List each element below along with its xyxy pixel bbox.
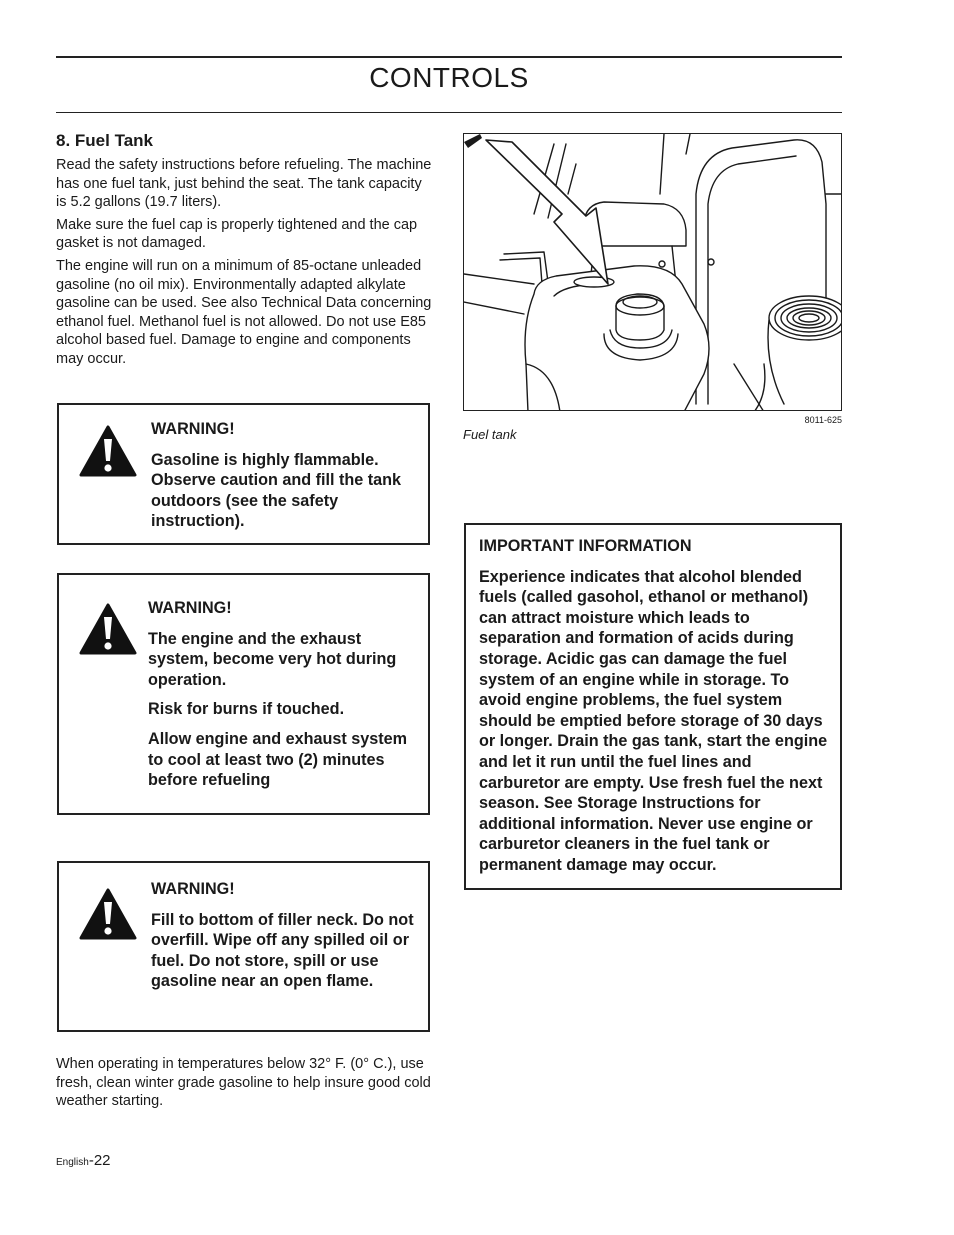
page-footer — [56, 1152, 111, 1169]
warning-label: WARNING! — [151, 880, 235, 898]
page-title: CONTROLS — [369, 62, 529, 93]
warning-box-overfill — [57, 861, 430, 1032]
paragraph-capacity: Read the safety instructions before refueling. The machine has one fuel tank, just behind the seat. The tank capacity is 5.2 gallons (19.7 liters). — [56, 157, 432, 211]
important-label: IMPORTANT INFORMATION — [479, 537, 692, 555]
fuel-tank-drawing — [464, 134, 842, 411]
section-heading: 8. Fuel Tank — [56, 131, 153, 150]
figure-code: 8011-625 — [804, 415, 842, 425]
warning-line: Allow engine and exhaust system to cool at least two (2) minutes before refueling — [148, 729, 408, 790]
warning-triangle-icon — [79, 425, 137, 477]
warning-box-hot-engine — [57, 573, 430, 815]
footer-separator: - — [88, 1152, 94, 1169]
paragraph-fuel-cap: Make sure the fuel cap is properly tightened and the cap gasket is not damaged. — [56, 216, 418, 252]
cold-weather-paragraph: When operating in temperatures below 32° F. (0° C.), use fresh, clean winter grade gasoline to help insure good cold weather starting. — [56, 1056, 431, 1110]
header-rule-bottom — [56, 112, 842, 113]
warning-text — [151, 419, 421, 541]
header-rule-top — [56, 56, 842, 58]
fuel-tank-section — [56, 131, 432, 373]
figure-caption: Fuel tank — [463, 427, 517, 442]
warning-label: WARNING! — [151, 420, 235, 438]
warning-triangle-icon — [79, 603, 137, 655]
page-number: 22 — [93, 1152, 111, 1169]
warning-line: Risk for burns if touched. — [148, 700, 345, 719]
warning-line: Fill to bottom of filler neck. Do not overfill. Wipe off any spilled oil or fuel. Do not store, spill or use gasoline near an open flame. — [151, 910, 414, 991]
warning-text — [151, 879, 421, 1001]
paragraph-octane: The engine will run on a minimum of 85-octane unleaded gasoline (no oil mix). Environmentally adapted alkylate gasoline can be used. See also Technical Data concerning ethanol fuel. Methanol fuel is not allowed. Do not use E85 alcohol based fuel. Damage to engine and components may occur. — [56, 257, 432, 367]
warning-line: The engine and the exhaust system, become very hot during operation. — [148, 629, 397, 689]
warning-label: WARNING! — [148, 599, 232, 617]
warning-text — [148, 598, 424, 800]
important-information-box — [464, 523, 842, 890]
warning-line: Gasoline is highly flammable. Observe caution and fill the tank outdoors (see the safety instruction). — [151, 450, 402, 531]
fuel-tank-illustration — [463, 133, 842, 411]
important-text: Experience indicates that alcohol blended fuels (called gasohol, ethanol or methanol) can attract moisture which leads to separation and formation of acids during storage. Acidic gas can damage the fuel system of an engine while in storage. To avoid engine problems, the fuel system should be emptied before storage of 30 days or longer. Drain the gas tank, start the engine and let it run until the fuel lines and carburetor are empty. Use fresh fuel the next season. See Storage Instructions for additional information. Never use engine or carburetor cleaners in the fuel tank or permanent damage may occur. — [479, 567, 828, 874]
footer-language: English — [56, 1157, 89, 1168]
warning-triangle-icon — [79, 888, 137, 940]
warning-box-flammable — [57, 403, 430, 545]
